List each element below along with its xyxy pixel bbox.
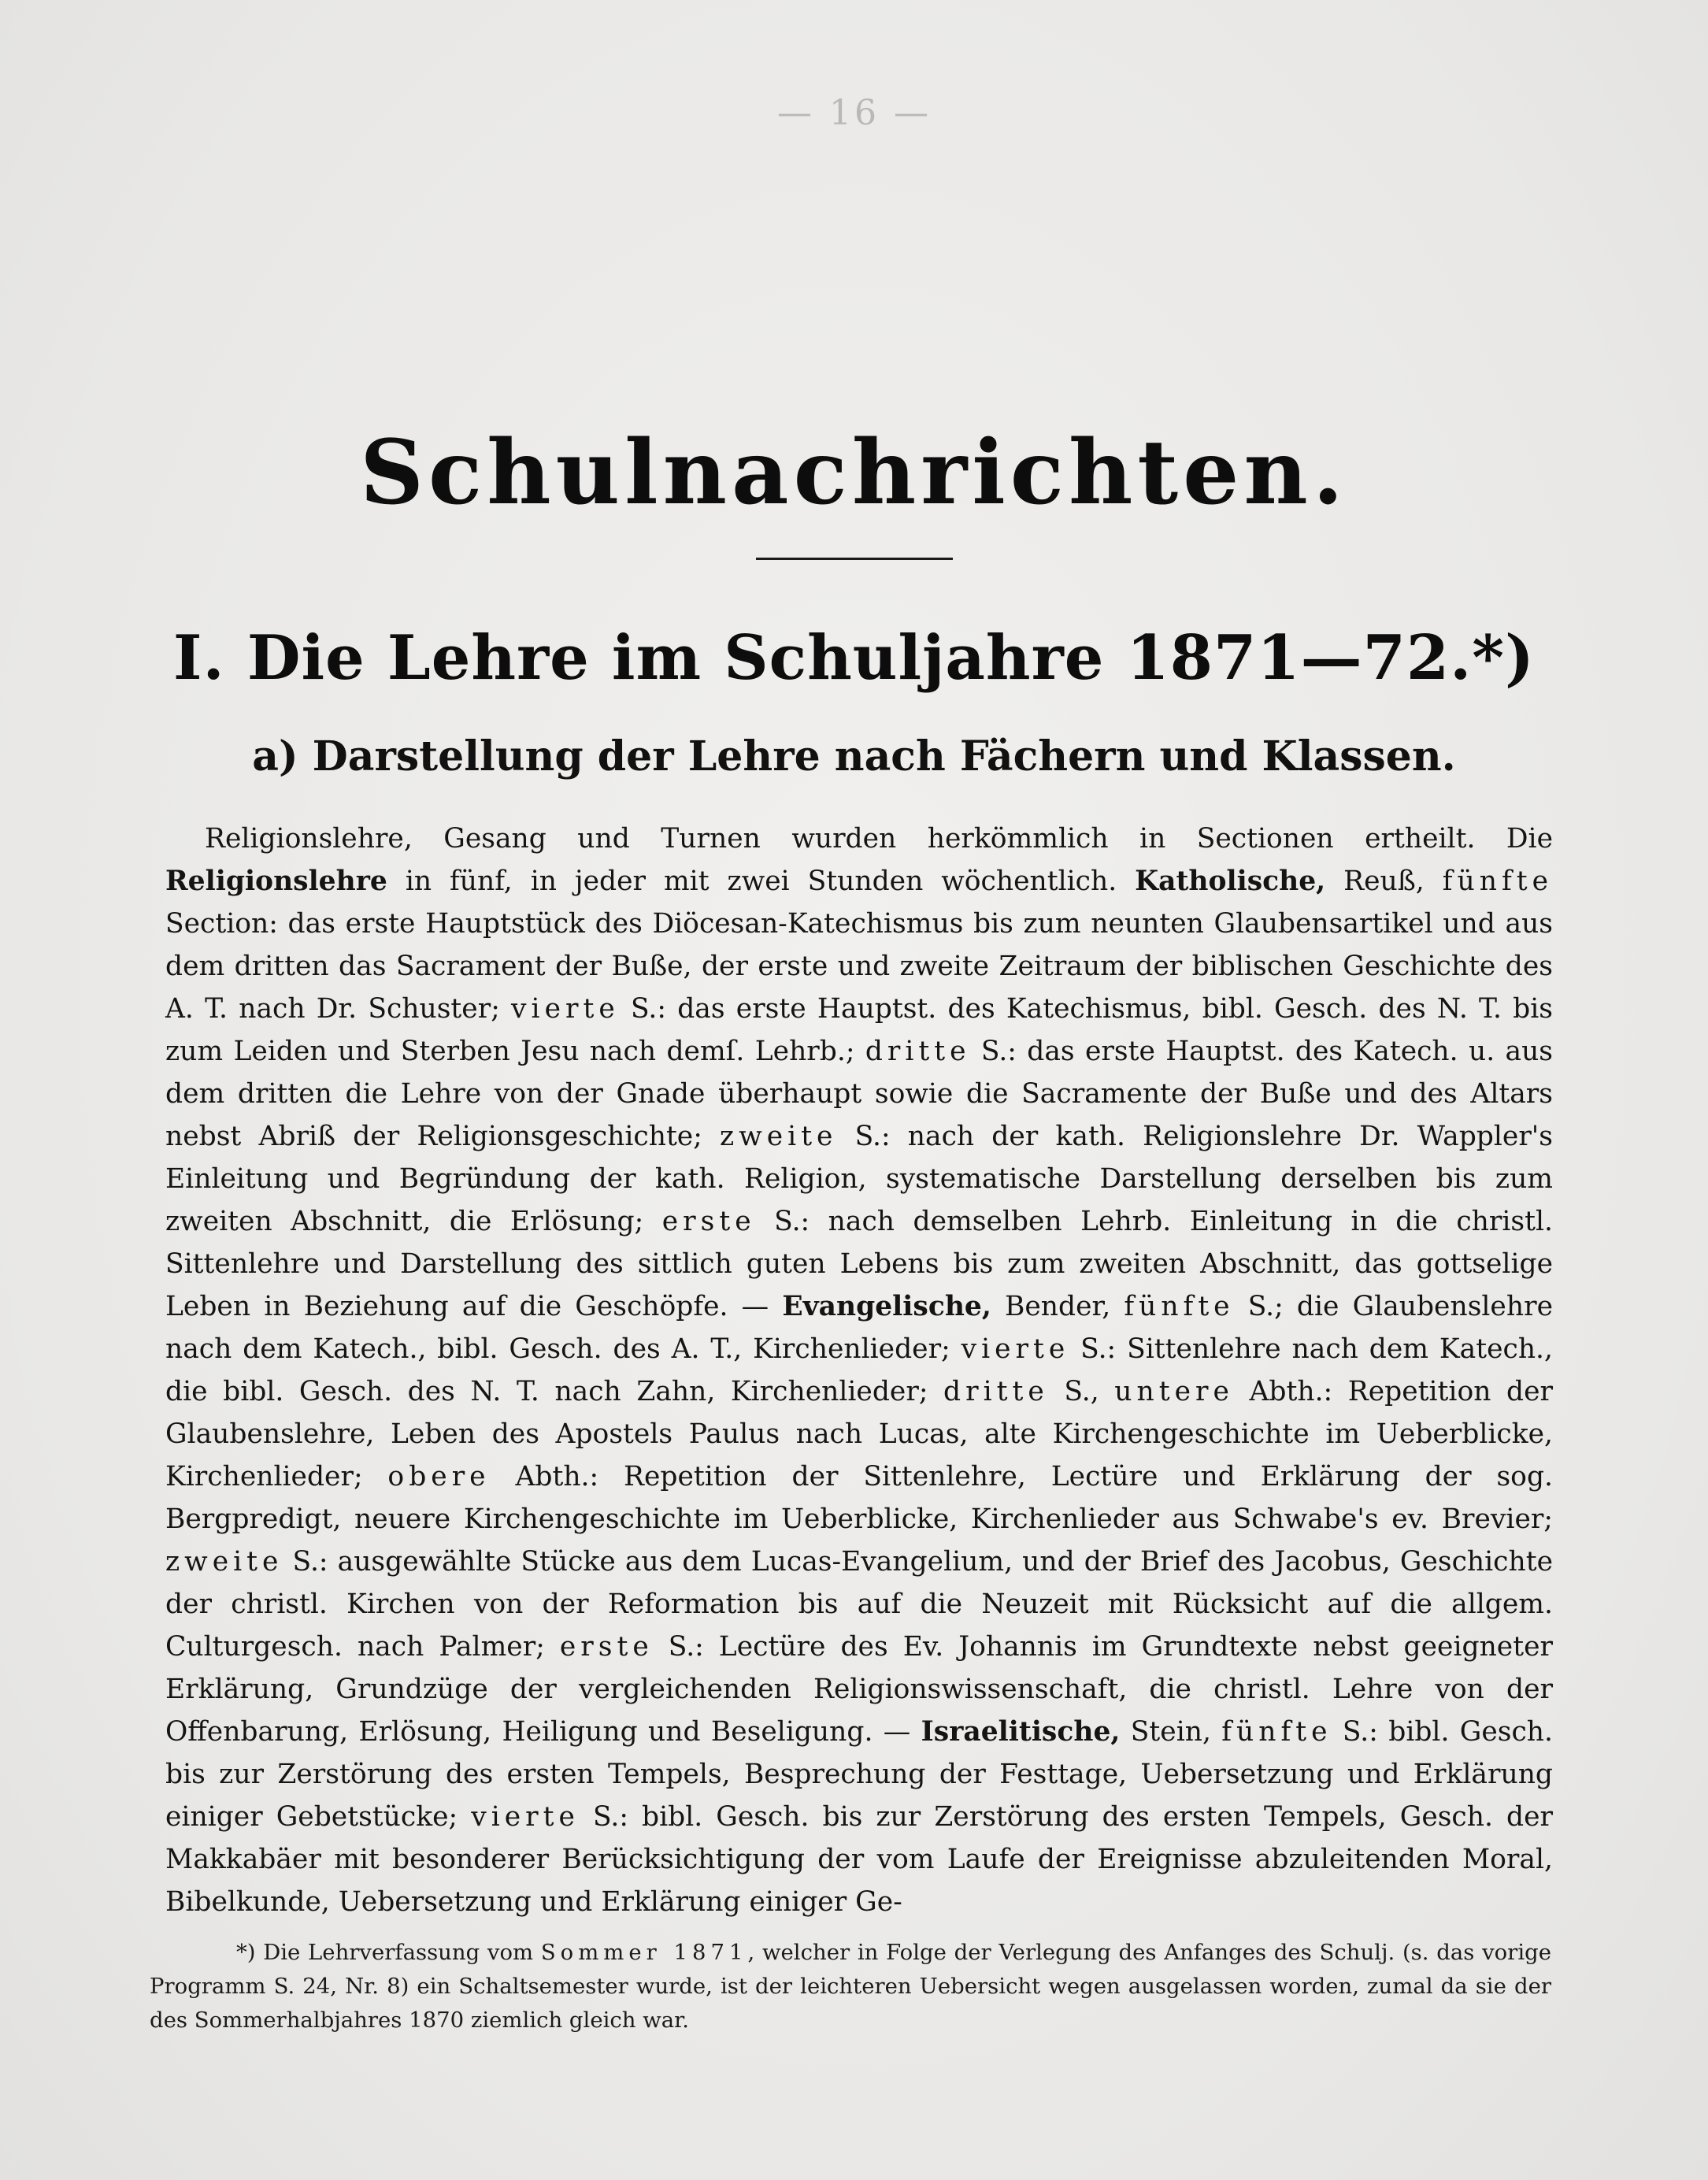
title-divider [756,558,953,560]
page-title: Schulnachrichten. [360,421,1348,525]
subsection-heading: a) Darstellung der Lehre nach Fächern und Klassen. [252,732,1456,780]
body-paragraph: Religionslehre, Gesang und Turnen wurden herkömmlich in Sectionen ertheilt. Die Religionslehre in fünf, in jeder mit zwei Stunden wöchentlich. Katholische, Reuß, fünfte Section: das erste Hauptstück des Diöcesan-Katechismus bis zum neunten Glaubensartikel und aus dem dritten das Sacrament der Buße, der erste und zweite Zeitraum der biblischen Geschichte des A. T. nach Dr. Schuster; vierte S.: das erste Hauptst. des Katechismus, bibl. Gesch. des N. T. bis zum Leiden und Sterben Jesu nach demſ. Lehrb.; dritte S.: das erste Hauptst. des Katech. u. aus dem dritten die Lehre von der Gnade überhaupt sowie die Sacramente der Buße und des Altars nebst Abriß der Religionsgeschichte; zweite S.: nach der kath. Religionslehre Dr. Wappler's Einleitung und Begründung der kath. Religion, systematische Darstellung derselben bis zum zweiten Abschnitt, die Erlösung; erste S.: nach demselben Lehrb. Einleitung in die christl. Sittenlehre und Darstellung des sittlich guten Lebens bis zum zweiten Abschnitt, das gottselige Leben in Beziehung auf die Geschöpfe. — Evangelische, Bender, fünfte S.; die Glaubenslehre nach dem Katech., bibl. Gesch. des A. T., Kirchenlieder; vierte S.: Sittenlehre nach dem Katech., die bibl. Gesch. des N. T. nach Zahn, Kirchenlieder; dritte S., untere Abth.: Repetition der Glaubenslehre, Leben des Apostels Paulus nach Lucas, alte Kirchengeschichte im Ueberblicke, Kirchenlieder; obere Abth.: Repetition der Sittenlehre, Lectüre und Erklärung der sog. Bergpredigt, neuere Kirchengeschichte im Ueberblicke, Kirchenlieder aus Schwabe's ev. Brevier; zweite S.: ausgewählte Stücke aus dem Lucas-Evangelium, und der Brief des Jacobus, Geschichte der christl. Kirchen von der Reformation bis auf die Neuzeit mit Rücksicht auf die allgem. Culturgesch. nach Palmer; erste S.: Lectüre des Ev. Johannis im Grundtexte nebst geeigneter Erklärung, Grundzüge der vergleichenden Religionswissenschaft, die christl. Lehre von der Offenbarung, Erlösung, Heiligung und Beseligung. — Israelitische, Stein, fünfte S.: bibl. Gesch. bis zur Zerstörung des ersten Tempels, Besprechung der Festtage, Uebersetzung und Erklärung einiger Gebetstücke; vierte S.: bibl. Gesch. bis zur Zerstörung des ersten Tempels, Gesch. der Makkabäer mit besonderer Berücksichtigung der vom Laufe der Ereignisse abzuleitenden Moral, Bibelkunde, Uebersetzung und Erklärung einiger Ge- [165,823,1554,1918]
bold-term: Evangelische, [782,1291,991,1322]
bold-term: Religionslehre [165,866,387,897]
footnote: *) Die Lehrverfassung vom Sommer 1871, welcher in Folge der Verlegung des Anfanges des Schulj. (s. das vorige Programm S. 24, Nr. 8) ein Schaltsemester wurde, ist der leichteren Uebersicht wegen ausgelassen worden, zumal da sie der des Sommerhalbjahres 1870 ziemlich gleich war. [150,1940,1552,2033]
bold-term: Katholische, [1135,866,1326,897]
bold-term: Israelitische, [921,1716,1121,1748]
bleed-through [142,175,1559,191]
bleed-through [142,217,1559,232]
page-number: — 16 — [777,93,932,133]
section-heading: I. Die Lehre im Schuljahre 1871—72.*) [173,622,1535,694]
bleed-through [142,258,1559,274]
